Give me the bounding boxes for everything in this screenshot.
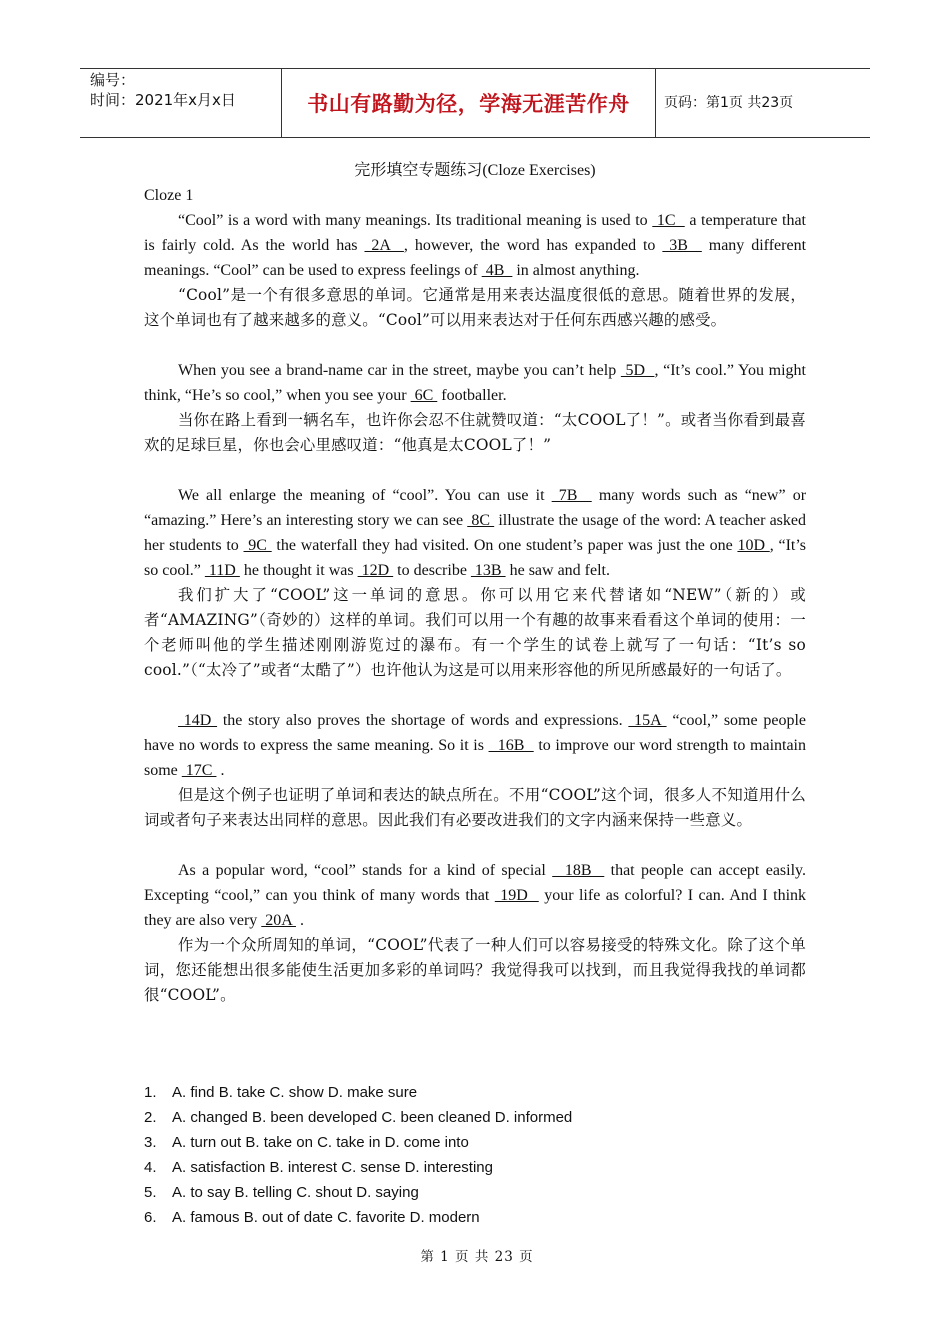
answer-blank: 8C xyxy=(467,512,495,529)
document-header xyxy=(80,68,870,138)
option-row xyxy=(144,1205,806,1230)
option-text: A. to say B. telling C. shout D. saying xyxy=(172,1184,419,1201)
paragraph-gap xyxy=(144,683,806,708)
answer-blank: 18B xyxy=(552,862,605,879)
answer-blank: 3B xyxy=(662,237,702,254)
answer-blank: 2A xyxy=(364,237,404,254)
english-paragraph: “Cool” is a word with many meanings. Its traditional meaning is used to 1C a temperature that is fairly cold. As the world has 2A , however, the word has expanded to 3B many different meanings. “Cool” can be used to express feelings of 4B in almost anything. xyxy=(144,212,807,279)
paragraph-gap xyxy=(144,458,806,483)
option-row xyxy=(144,1155,806,1180)
option-text: A. changed B. been developed C. been cleaned D. informed xyxy=(172,1109,573,1126)
option-number: 6. xyxy=(144,1209,157,1226)
english-paragraph: We all enlarge the meaning of “cool”. You can use it 7B many words such as “new” or “amazing.” Here’s an interesting story we can see 8C illustrate the usage of the word: A teacher asked her students to 9C the waterfall they had visited. On one student’s paper was just the one 10D , “It’s so cool.” 11D he thought it was 12D to describe 13B he saw and felt. xyxy=(144,487,807,579)
paragraph-gap xyxy=(144,333,806,358)
option-row xyxy=(144,1105,806,1130)
page-title: 完形填空专题练习(Cloze Exercises) xyxy=(354,162,596,179)
header-page-cell xyxy=(655,69,870,137)
answer-blank: 13B xyxy=(470,562,506,579)
answer-blank: 19D xyxy=(494,887,539,904)
cloze-heading: Cloze 1 xyxy=(144,187,194,204)
answer-blank: 5D xyxy=(620,362,655,379)
option-row xyxy=(144,1130,806,1155)
option-row xyxy=(144,1080,806,1105)
option-number: 2. xyxy=(144,1109,157,1126)
option-text: A. satisfaction B. interest C. sense D. interesting xyxy=(172,1159,493,1176)
option-number: 5. xyxy=(144,1184,157,1201)
answer-blank: 20A xyxy=(261,912,296,929)
page-footer: 第 1 页 共 23 页 xyxy=(420,1249,534,1265)
code-label: 编号： xyxy=(90,71,136,89)
paragraph-gap xyxy=(144,833,806,858)
motto: 书山有路勤为径，学海无涯苦作舟 xyxy=(307,92,630,116)
answer-blank: 6C xyxy=(410,387,438,404)
option-number: 4. xyxy=(144,1159,157,1176)
option-text: A. turn out B. take on C. take in D. come into xyxy=(172,1134,469,1151)
answer-blank: 11D xyxy=(204,562,240,579)
chinese-translation: 作为一个众所周知的单词，“COOL”代表了一种人们可以容易接受的特殊文化。除了这个单词，您还能想出很多能使生活更加多彩的单词吗？我觉得我可以找到，而且我觉得我找的单词都很“COOL”。 xyxy=(144,936,806,1004)
chinese-translation: 我们扩大了“COOL”这一单词的意思。你可以用它来代替诸如“NEW”（新的）或者“AMAZING”（奇妙的）这样的单词。我们可以用一个有趣的故事来看看这个单词的使用：一个老师叫他的学生描述刚刚游览过的瀑布。有一个学生的试卷上就写了一句话：“It’s so cool.”（“太冷了”或者“太酷了”）也许他认为这是可以用来形容他的所见所感最好的一句话了。 xyxy=(144,586,806,679)
answer-blank: 4B xyxy=(481,262,513,279)
option-number: 1. xyxy=(144,1084,157,1101)
chinese-translation: 但是这个例子也证明了单词和表达的缺点所在。不用“COOL”这个词，很多人不知道用什么词或者句子来表达出同样的意思。因此我们有必要改进我们的文字内涵来保持一些意义。 xyxy=(144,786,806,829)
time-label: 时间：2021年x月x日 xyxy=(90,91,236,109)
answer-blank: 1C xyxy=(652,212,685,229)
answer-blank: 10D xyxy=(737,537,770,554)
header-motto-cell xyxy=(281,69,656,137)
option-row xyxy=(144,1180,806,1205)
english-paragraph: When you see a brand-name car in the street, maybe you can’t help 5D , “It’s cool.” You might think, “He’s so cool,” when you see your 6C footballer. xyxy=(144,362,806,404)
option-number: 3. xyxy=(144,1134,157,1151)
answer-blank: 14D xyxy=(178,712,218,729)
answer-blank: 7B xyxy=(551,487,592,504)
chinese-translation: “Cool”是一个有很多意思的单词。它通常是用来表达温度很低的意思。随着世界的发展，这个单词也有了越来越多的意义。“Cool”可以用来表达对于任何东西感兴趣的感受。 xyxy=(144,286,806,329)
header-meta-cell xyxy=(80,69,281,137)
answer-blank: 17C xyxy=(181,762,217,779)
answer-blank: 9C xyxy=(243,537,272,554)
option-text: A. famous B. out of date C. favorite D. modern xyxy=(172,1209,480,1226)
answer-blank: 16B xyxy=(488,737,534,754)
options-list xyxy=(144,1080,806,1230)
answer-blank: 15A xyxy=(628,712,667,729)
passage xyxy=(144,208,806,1008)
chinese-translation: 当你在路上看到一辆名车，也许你会忍不住就赞叹道：“太COOL了！”。或者当你看到最喜欢的足球巨星，你也会心里感叹道：“他真是太COOL了！” xyxy=(144,411,806,454)
option-text: A. find B. take C. show D. make sure xyxy=(172,1084,418,1101)
page-info: 页码：第1页 共23页 xyxy=(664,95,794,111)
main-content xyxy=(144,158,806,1008)
english-paragraph: As a popular word, “cool” stands for a kind of special 18B that people can accept easily. Excepting “cool,” can you think of many words that 19D your life as colorful? I can. And I think they are also very 20A . xyxy=(144,862,807,929)
english-paragraph: 14D the story also proves the shortage of words and expressions. 15A “cool,” some people have no words to express the same meaning. So it is 16B to improve our word strength to maintain some 17C . xyxy=(144,712,807,779)
answer-blank: 12D xyxy=(357,562,394,579)
